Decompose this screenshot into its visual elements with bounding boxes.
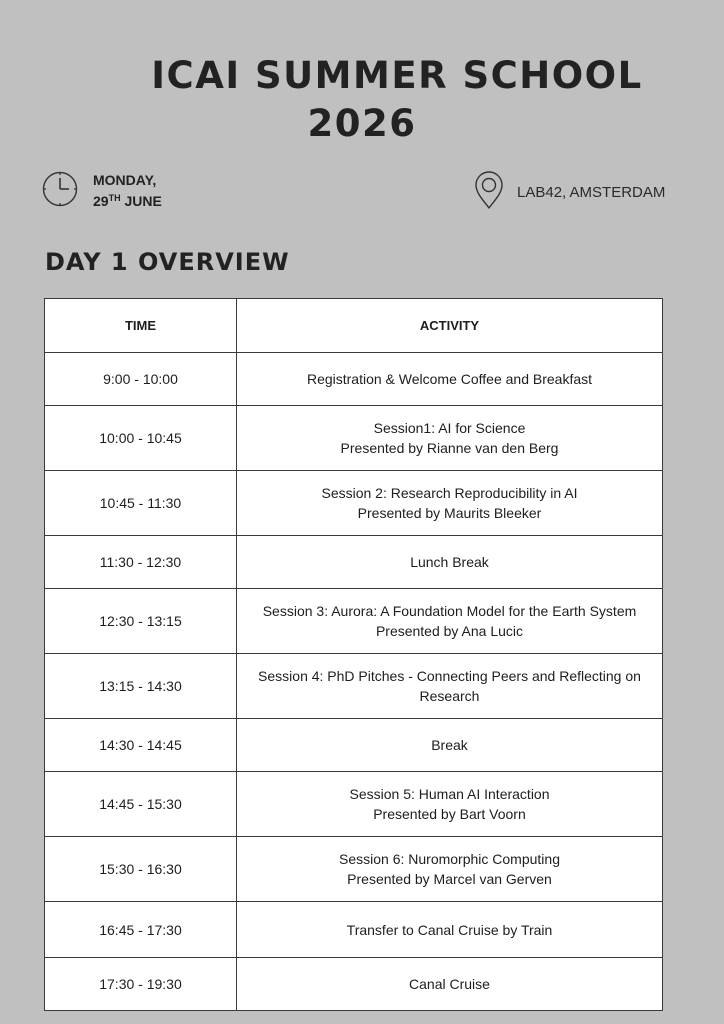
table-row [45,719,663,772]
activity-cell [237,589,663,654]
activity-cell [237,719,663,772]
table-row [45,406,663,471]
event-date [42,170,162,212]
activity-cell [237,353,663,406]
activity-title: Registration & Welcome Coffee and Breakfast [306,371,593,387]
table-row [45,589,663,654]
time-cell: 10:00 - 10:45 [45,406,237,471]
table-header-row [45,299,663,353]
activity-title: Break [431,737,468,753]
activity-title: Session1: AI for Science [373,420,526,436]
activity-cell [237,654,663,719]
activity-presenter: Presented by Rianne van den Berg [340,440,559,456]
schedule-table [44,298,663,1011]
activity-title: Session 5: Human AI Interaction [349,786,550,802]
date-suffix: TH [108,193,121,203]
time-cell: 14:45 - 15:30 [45,772,237,837]
table-row [45,772,663,837]
activity-title: Session 3: Aurora: A Foundation Model for the Earth System [262,603,637,619]
column-header-activity: ACTIVITY [237,299,663,353]
date-full [93,191,162,212]
page-title-line-1: ICAI SUMMER SCHOOL [151,54,643,97]
date-number: 29 [93,193,109,209]
activity-cell [237,772,663,837]
time-cell: 16:45 - 17:30 [45,902,237,958]
map-pin-icon [473,170,505,215]
table-row [45,353,663,406]
date-month: JUNE [120,193,162,209]
activity-presenter: Presented by Marcel van Gerven [347,871,552,887]
activity-title: Session 6: Nuromorphic Computing [339,851,560,867]
time-cell: 12:30 - 13:15 [45,589,237,654]
time-cell: 10:45 - 11:30 [45,471,237,536]
table-row [45,654,663,719]
table-row [45,536,663,589]
activity-title: Canal Cruise [409,976,490,992]
table-row [45,958,663,1011]
location-text: LAB42, AMSTERDAM [517,184,666,201]
activity-cell [237,837,663,902]
activity-presenter: Presented by Maurits Bleeker [357,505,542,521]
time-cell: 13:15 - 14:30 [45,654,237,719]
table-row [45,837,663,902]
table-row [45,471,663,536]
event-location [473,170,665,215]
activity-title: Session 4: PhD Pitches - Connecting Peers and Reflecting on Research [258,668,641,704]
section-heading: DAY 1 OVERVIEW [45,248,290,276]
activity-cell [237,902,663,958]
activity-cell [237,471,663,536]
activity-title: Transfer to Canal Cruise by Train [346,921,553,938]
date-text [93,170,162,212]
time-cell: 14:30 - 14:45 [45,719,237,772]
column-header-time: TIME [45,299,237,353]
activity-cell [237,958,663,1011]
table-row [45,902,663,958]
activity-cell [237,536,663,589]
activity-title: Lunch Break [410,554,489,570]
activity-cell [237,406,663,471]
activity-presenter: Presented by Bart Voorn [373,806,526,822]
date-day: MONDAY, [93,172,157,188]
time-cell: 9:00 - 10:00 [45,353,237,406]
activity-title: Session 2: Research Reproducibility in AI [321,485,578,501]
page-title-line-2: 2026 [307,102,417,145]
time-cell: 15:30 - 16:30 [45,837,237,902]
time-cell: 11:30 - 12:30 [45,536,237,589]
clock-icon [42,171,78,212]
activity-presenter: Presented by Ana Lucic [375,623,524,639]
time-cell: 17:30 - 19:30 [45,958,237,1011]
